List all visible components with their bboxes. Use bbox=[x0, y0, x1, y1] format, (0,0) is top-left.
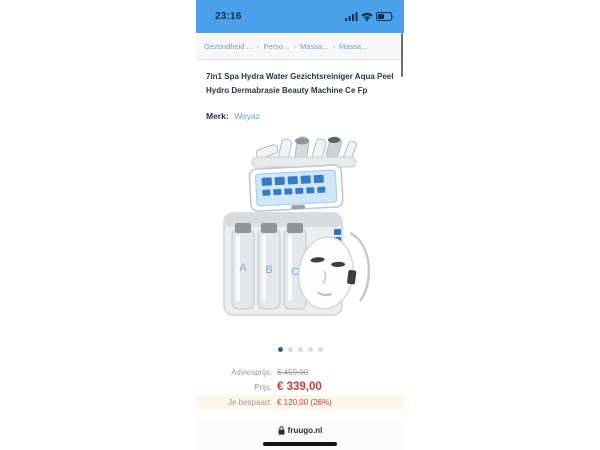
home-indicator[interactable] bbox=[263, 442, 337, 446]
breadcrumb-item-massage-2[interactable]: Massa... bbox=[339, 41, 368, 51]
carousel-dot[interactable] bbox=[318, 347, 323, 352]
carousel-dots bbox=[196, 343, 404, 355]
carousel-dot[interactable] bbox=[278, 347, 283, 352]
battery-icon bbox=[376, 12, 394, 21]
svg-text:B: B bbox=[265, 264, 273, 276]
product-image-area[interactable] bbox=[196, 121, 404, 343]
list-price-row bbox=[196, 366, 404, 379]
wifi-icon bbox=[361, 12, 373, 21]
brand-row bbox=[196, 98, 404, 121]
scrollbar[interactable] bbox=[401, 33, 403, 77]
breadcrumb-item-persoonlijk[interactable]: Perso... bbox=[263, 41, 290, 51]
brand-link[interactable]: Woyaz bbox=[234, 111, 260, 121]
carousel-dot[interactable] bbox=[288, 347, 293, 352]
url-text: fruugo.nl bbox=[287, 426, 323, 435]
breadcrumb-item-gezondheid[interactable]: Gezondheid ... bbox=[204, 41, 253, 51]
brand-label: Merk: bbox=[206, 111, 229, 121]
product-image bbox=[222, 133, 378, 331]
clock: 23:16 bbox=[215, 11, 242, 22]
savings-row bbox=[196, 395, 404, 410]
current-price-label: Prijs: bbox=[254, 383, 272, 392]
phone-screenshot bbox=[196, 0, 404, 450]
pricing-section bbox=[196, 366, 404, 410]
chevron-separator-icon: › bbox=[256, 41, 260, 51]
savings-value: € 120,00 (26%) bbox=[277, 398, 332, 407]
status-bar bbox=[196, 0, 404, 33]
list-price-value: € 459,00 bbox=[277, 368, 309, 377]
chevron-separator-icon: › bbox=[332, 41, 335, 51]
breadcrumb-item-massage-1[interactable]: Massa... bbox=[299, 41, 329, 51]
list-price-label: Adviesprijs: bbox=[231, 368, 272, 377]
signal-icon bbox=[345, 12, 358, 21]
url-bar[interactable] bbox=[196, 420, 404, 435]
svg-text:A: A bbox=[239, 262, 247, 274]
current-price-row bbox=[196, 379, 404, 395]
status-icons bbox=[345, 12, 394, 21]
chevron-separator-icon: › bbox=[293, 41, 296, 51]
carousel-dot[interactable] bbox=[308, 347, 313, 352]
product-title: 7in1 Spa Hydra Water Gezichtsreiniger Aqua Peel Hydro Dermabrasie Beauty Machine Ce Fp bbox=[206, 72, 394, 95]
carousel-dot[interactable] bbox=[298, 347, 303, 352]
savings-label: Je bespaart: bbox=[227, 398, 272, 407]
breadcrumb bbox=[196, 33, 404, 60]
browser-bottom-bar bbox=[196, 420, 404, 450]
padlock-icon bbox=[278, 426, 285, 435]
svg-text:C: C bbox=[291, 266, 299, 278]
current-price-value: € 339,00 bbox=[277, 381, 322, 393]
